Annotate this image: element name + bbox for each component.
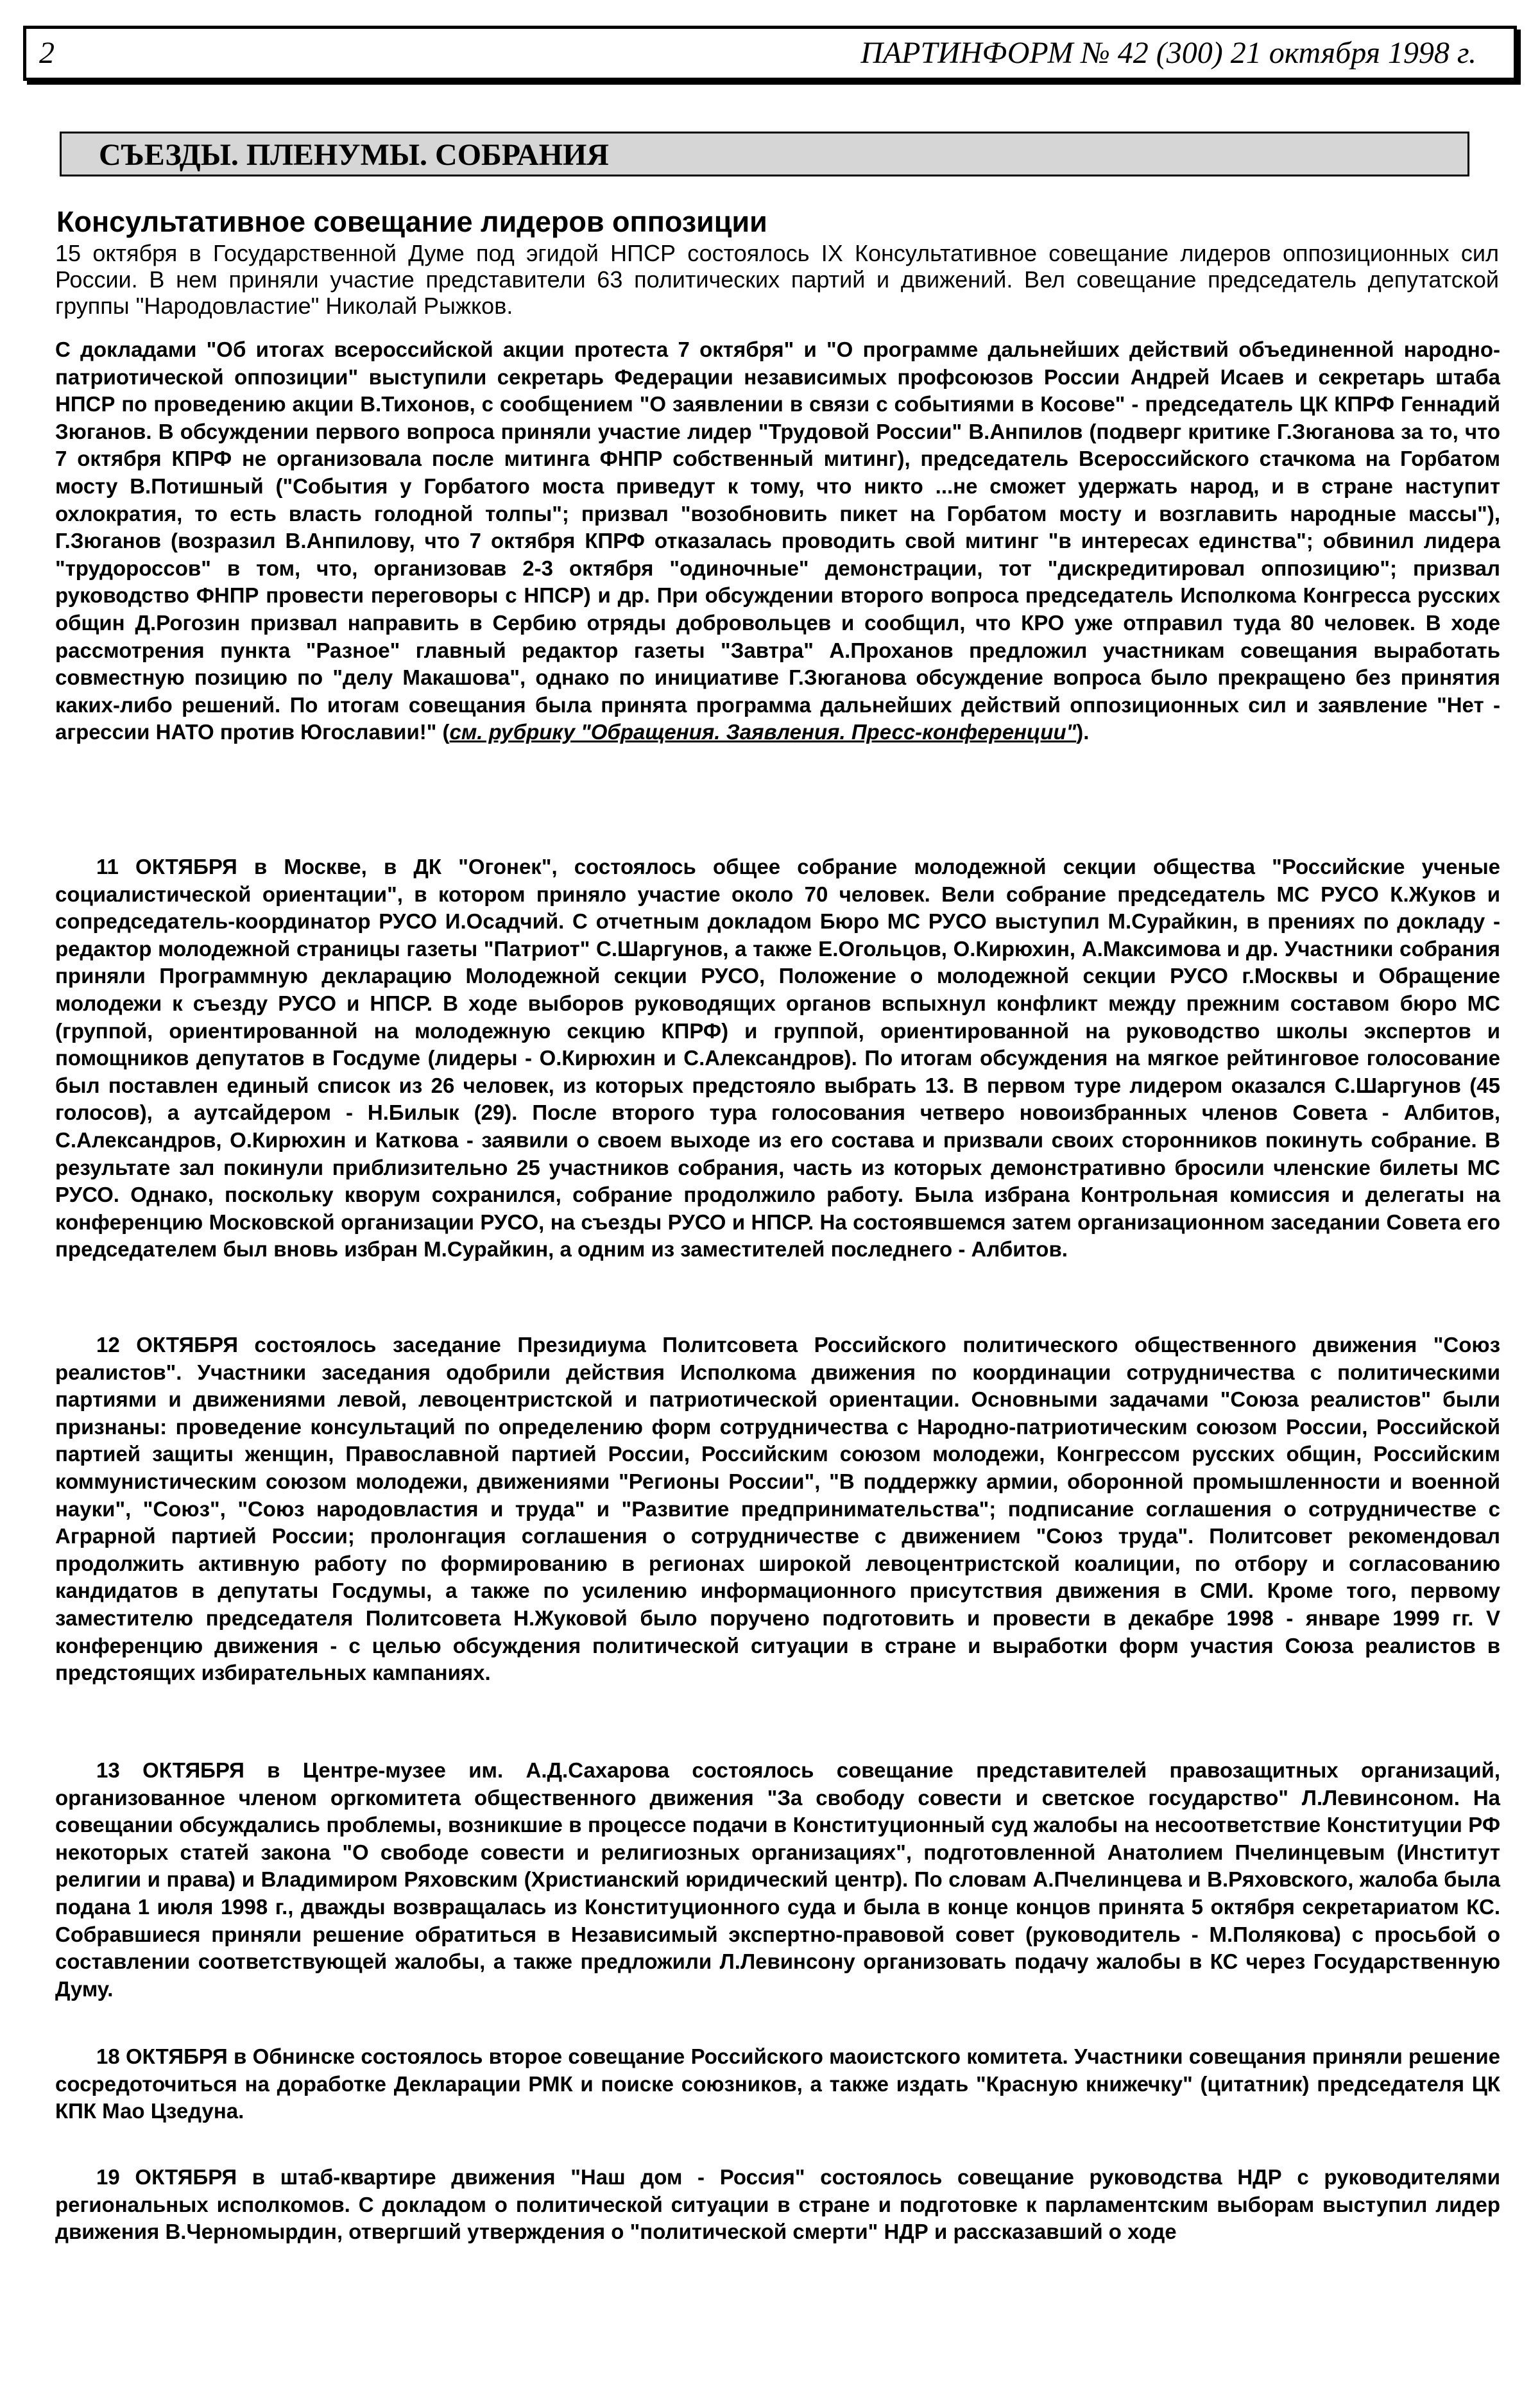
article-body-paragraph: [55, 336, 1500, 746]
news-item-oct19: [55, 2164, 1500, 2246]
issue-line: ПАРТИНФОРМ № 42 (300) 21 октября 1998 г.: [860, 36, 1476, 70]
body-text-end: ).: [1076, 720, 1090, 744]
news-item-oct18: [55, 2043, 1500, 2125]
news-text: 11 ОКТЯБРЯ в Москве, в ДК "Огонек", состоялось общее собрание молодежной секции общества "Российские ученые социалистической ориентации", в котором приняло участие около 70 человек. Вели собрание председатель МС РУСО К.Жуков и сопредседатель-координатор РУСО И.Осадчий. С отчетным докладом Бюро МС РУСО выступил М.Сурайкин, в прениях по докладу - редактор молодежной страницы газеты "Патриот" С.Шаргунов, а также Е.Огольцов, О.Кирюхин, А.Максимова и др. Участники собрания приняли Программную декларацию Молодежной секции РУСО, Положение о молодежной секции РУСО г.Москвы и Обращение молодежи к съезду РУСО и НПСР. В ходе выборов руководящих органов вспыхнул конфликт между прежним составом бюро МС (группой, ориентированной на молодежную секцию КПРФ) и группой, ориентированной на руководство школы экспертов и помощников депутатов в Госдуме (лидеры - О.Кирюхин и С.Александров). По итогам обсуждения на мягкое рейтинговое голосование был поставлен единый список из 26 человек, из которых предстояло выбрать 13. В первом туре лидером оказался С.Шаргунов (45 голосов), а аутсайдером - Н.Билык (29). После второго тура голосования четверо новоизбранных членов Совета - Албитов, С.Александров, О.Кирюхин и Каткова - заявили о своем выходе из его состава и призвали своих сторонников покинуть собрание. В результате зал покинули приблизительно 25 участников собрания, часть из которых демонстративно бросили членские билеты МС РУСО. Однако, поскольку кворум сохранился, собрание продолжило работу. Была избрана Контрольная комиссия и делегаты на конференцию Московской организации РУСО, на съезды РУСО и НПСР. На состоявшемся затем организационном заседании Совета его председателем был вновь избран М.Сурайкин, а одним из заместителей последнего - Албитов.: [55, 855, 1500, 1262]
section-banner: [60, 132, 1469, 176]
lead-text: 15 октября в Государственной Думе под эгидой НПСР состоялось IX Консультативное совещание лидеров оппозиционных сил России. В нем приняли участие представители 63 политических партий и движений. Вел совещание председатель депутатской группы "Народовластие" Николай Рыжков.: [55, 240, 1499, 319]
page-header: [23, 26, 1517, 81]
article-title: Консультативное совещание лидеров оппозиции: [56, 205, 767, 238]
news-item-oct11: [55, 853, 1500, 1264]
news-text: 13 ОКТЯБРЯ в Центре-музее им. А.Д.Сахарова состоялось совещание представителей правозащитных организаций, организованное членом оргкомитета общественного движения "За свободу совести и светское государство" Л.Левинсоном. На совещании обсуждались проблемы, возникшие в процессе подачи в Конституционный суд жалобы на несоответствие Конституции РФ некоторых статей закона "О свободе совести и религиозных организациях", подготовленной Анатолием Пчелинцевым (Институт религии и права) и Владимиром Ряховским (Христианский юридический центр). По словам А.Пчелинцева и В.Ряховского, жалоба была подана 1 июля 1998 г., дважды возвращалась из Конституционного суда и была в конце концов принята 5 октября секретариатом КС. Собравшиеся приняли решение обратиться в Независимый экспертно-правовой совет (руководитель - М.Полякова) с просьбой о составлении соответствующей жалобы, а также предложили Л.Левинсону организовать подачу жалобы в КС через Государственную Думу.: [55, 1758, 1500, 2001]
rubric-link[interactable]: см. рубрику "Обращения. Заявления. Пресс-конференции": [449, 720, 1077, 744]
body-text: С докладами "Об итогах всероссийской акции протеста 7 октября" и "О программе дальнейших действий объединенной народно-патриотической оппозиции" выступили секретарь Федерации независимых профсоюзов России Андрей Исаев и секретарь штаба НПСР по проведению акции В.Тихонов, с сообщением "О заявлении в связи с событиями в Косове" - председатель ЦК КПРФ Геннадий Зюганов. В обсуждении первого вопроса приняли участие лидер "Трудовой России" В.Анпилов (подверг критике Г.Зюганова за то, что 7 октября КПРФ не организовала после митинга ФНПР собственный митинг), председатель Всероссийского стачкома на Горбатом мосту В.Потишный ("События у Горбатого моста приведут к тому, что никто ...не сможет удержать народ, и в стране наступит охлократия, то есть власть голодной толпы"; призвал "возобновить пикет на Горбатом мосту и возглавить народные массы"), Г.Зюганов (возразил В.Анпилову, что 7 октября КПРФ отказалась проводить свой митинг "в интересах единства"; обвинил лидера "трудороссов" в том, что, организовав 2-3 октября "одиночные" демонстрации, тот "дискредитировал оппозицию"; призвал руководство ФНПР провести переговоры с НПСР) и др. При обсуждении второго вопроса председатель Исполкома Конгресса русских общин Д.Рогозин призвал направить в Сербию отряды добровольцев и сообщил, что КРО уже отправил туда 80 человек. В ходе рассмотрения пункта "Разное" главный редактор газеты "Завтра" А.Проханов предложил участникам совещания выработать совместную позицию по "делу Макашова", однако по инициативе Г.Зюганова обсуждение вопроса было прекращено без принятия каких-либо решений. По итогам совещания была принята программа дальнейших действий оппозиционных сил и заявление "Нет - агрессии НАТО против Югославии!" (: [55, 338, 1500, 744]
article-lead: [55, 240, 1499, 319]
news-item-oct13: [55, 1757, 1500, 2003]
page-number: 2: [39, 36, 55, 70]
news-text: 19 ОКТЯБРЯ в штаб-квартире движения "Наш дом - Россия" состоялось совещание руководства НДР с руководителями региональных исполкомов. С докладом о политической ситуации в стране и подготовке к парламентским выборам выступил лидер движения В.Черномырдин, отвергший утверждения о "политической смерти" НДР и рассказавший о ходе: [55, 2165, 1500, 2244]
news-text: 12 ОКТЯБРЯ состоялось заседание Президиума Политсовета Российского политического общественного движения "Союз реалистов". Участники заседания одобрили действия Исполкома движения по координации сотрудничества с политическими партиями и движениями левой, левоцентристской и патриотической ориентации. Основными задачами "Союза реалистов" были признаны: проведение консультаций по определению форм сотрудничества с Народно-патриотическим союзом России, Российской партией защиты женщин, Православной партией России, Российским союзом молодежи, Конгрессом русских общин, Российским коммунистическим союзом молодежи, движениями "Регионы России", "В поддержку армии, оборонной промышленности и военной науки", "Союз", "Союз народовластия и труда" и "Развитие предпринимательства"; подписание соглашения о сотрудничестве с Аграрной партией России; пролонгация соглашения о сотрудничестве с движением "Союз труда". Политсовет рекомендовал продолжить активную работу по формированию в регионах широкой левоцентристской коалиции, по отбору и согласованию кандидатов в депутаты Госдумы, а также по усилению информационного присутствия движения в СМИ. Кроме того, первому заместителю председателя Политсовета Н.Жуковой было поручено подготовить и провести в декабре 1998 - январе 1999 гг. V конференцию движения - с целью обсуждения политической ситуации в стране и выработки форм участия Союза реалистов в предстоящих избирательных кампаниях.: [55, 1333, 1500, 1685]
section-title: СЪЕЗДЫ. ПЛЕНУМЫ. СОБРАНИЯ: [99, 138, 609, 172]
news-item-oct12: [55, 1332, 1500, 1687]
news-text: 18 ОКТЯБРЯ в Обнинске состоялось второе совещание Российского маоистского комитета. Участники совещания приняли решение сосредоточиться на доработке Декларации РМК и поиске союзников, а также издать "Красную книжечку" (цитатник) председателя ЦК КПК Мао Цзедуна.: [55, 2044, 1500, 2123]
